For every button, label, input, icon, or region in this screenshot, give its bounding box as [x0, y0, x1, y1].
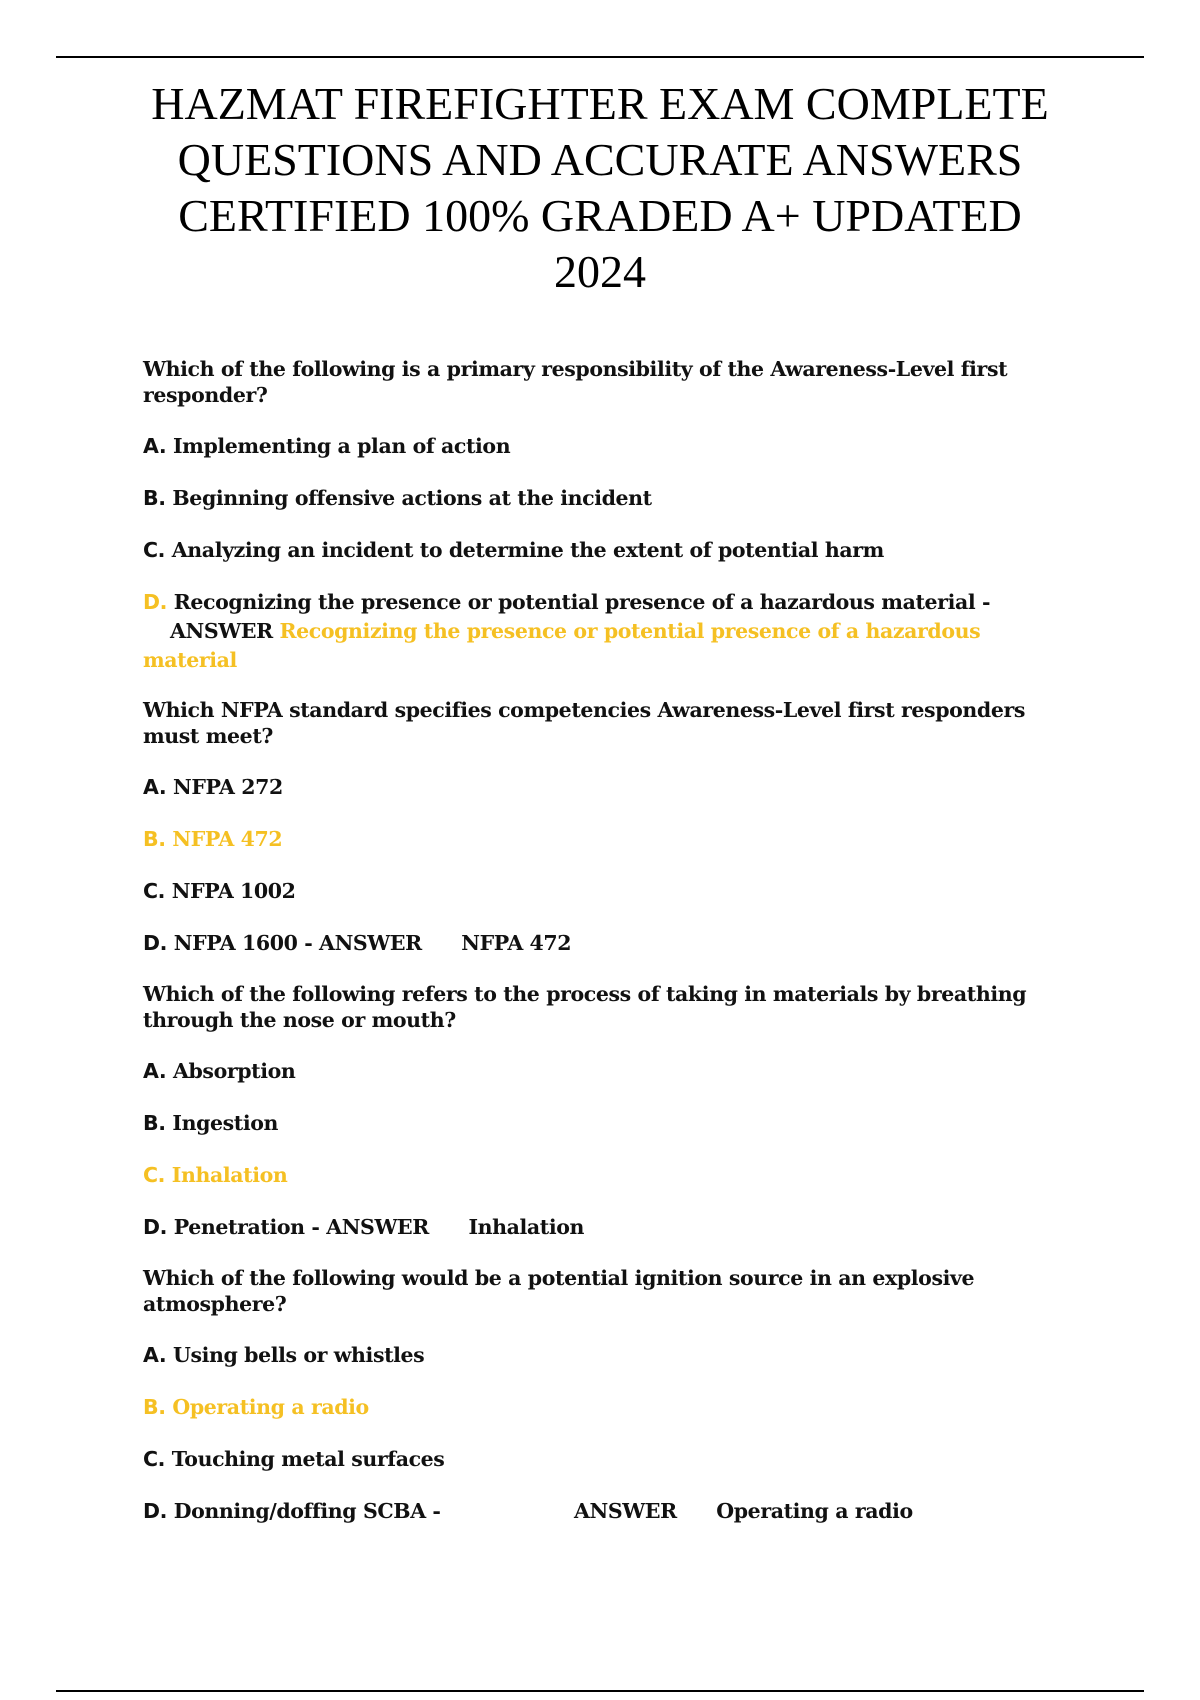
option-c — [143, 1445, 1083, 1473]
option-text: Touching metal surfaces — [171, 1447, 445, 1471]
option-text: Absorption — [172, 1059, 296, 1083]
option-b — [143, 825, 1083, 853]
option-text: Operating a radio — [172, 1395, 369, 1419]
option-text: NFPA 472 — [172, 827, 283, 851]
option-letter: D. — [143, 590, 168, 614]
option-text: NFPA 1600 - ANSWER — [173, 931, 422, 955]
option-text: Inhalation — [171, 1163, 288, 1187]
option-letter: D. — [143, 1499, 168, 1523]
answer-text: Recognizing the presence or potential presence of a hazardous — [279, 619, 981, 643]
answer-text: Operating a radio — [716, 1499, 913, 1523]
question-block-3 — [143, 981, 1083, 1241]
option-letter: A. — [143, 1343, 167, 1367]
option-a — [143, 1341, 1083, 1369]
option-letter: B. — [143, 486, 166, 510]
question-block-2 — [143, 697, 1083, 957]
option-text: Ingestion — [172, 1111, 279, 1135]
option-letter: C. — [143, 538, 166, 562]
question-text: Which NFPA standard specifies competencies Awareness-Level first responders must meet? — [143, 698, 1026, 748]
option-d — [143, 1213, 1083, 1241]
option-text: Analyzing an incident to determine the extent of potential harm — [171, 538, 884, 562]
option-a — [143, 1057, 1083, 1085]
option-letter: A. — [143, 1059, 167, 1083]
option-letter: B. — [143, 1395, 166, 1419]
option-letter: D. — [143, 931, 168, 955]
option-letter: C. — [143, 1447, 166, 1471]
option-letter: B. — [143, 1111, 166, 1135]
question-text: Which of the following would be a potential ignition source in an explosive atmosphere? — [143, 1266, 975, 1316]
answer-label: ANSWER — [170, 619, 273, 643]
option-letter: C. — [143, 1163, 166, 1187]
question-block-1 — [143, 356, 1083, 675]
option-a — [143, 773, 1083, 801]
option-text: Recognizing the presence or potential presence of a hazardous material - — [173, 590, 991, 614]
option-b — [143, 1393, 1083, 1421]
option-letter: D. — [143, 1215, 168, 1239]
option-text: Penetration - ANSWER — [173, 1215, 429, 1239]
option-letter: B. — [143, 827, 166, 851]
question-text: Which of the following refers to the process of taking in materials by breathing through the nose or mouth? — [143, 982, 1027, 1032]
title-line-2: QUESTIONS AND ACCURATE ANSWERS — [177, 134, 1023, 185]
option-c — [143, 877, 1083, 905]
option-d — [143, 1497, 1083, 1525]
option-text: NFPA 1002 — [171, 879, 296, 903]
document-title — [80, 76, 1120, 300]
option-b — [143, 1109, 1083, 1137]
option-d — [143, 588, 1083, 675]
title-line-4: 2024 — [554, 246, 646, 297]
answer-text: Inhalation — [468, 1215, 585, 1239]
option-text: Implementing a plan of action — [172, 434, 511, 458]
answer-text-continued: material — [143, 648, 237, 672]
question-list — [143, 356, 1083, 1549]
question-block-4 — [143, 1265, 1083, 1525]
option-letter: A. — [143, 434, 167, 458]
option-text: Donning/doffing SCBA - — [173, 1499, 441, 1523]
bottom-rule — [56, 1690, 1144, 1692]
title-line-3: CERTIFIED 100% GRADED A+ UPDATED — [178, 190, 1022, 241]
option-a — [143, 432, 1083, 460]
answer-text: NFPA 472 — [461, 931, 572, 955]
option-letter: C. — [143, 879, 166, 903]
question-text: Which of the following is a primary responsibility of the Awareness-Level first responder? — [143, 357, 1008, 407]
option-text: Beginning offensive actions at the incident — [172, 486, 652, 510]
option-text: NFPA 272 — [172, 775, 283, 799]
answer-label: ANSWER — [574, 1499, 677, 1523]
top-rule — [56, 56, 1144, 58]
option-text: Using bells or whistles — [172, 1343, 425, 1367]
option-c — [143, 1161, 1083, 1189]
option-b — [143, 484, 1083, 512]
title-line-1: HAZMAT FIREFIGHTER EXAM COMPLETE — [151, 78, 1049, 129]
option-letter: A. — [143, 775, 167, 799]
option-c — [143, 536, 1083, 564]
option-d — [143, 929, 1083, 957]
